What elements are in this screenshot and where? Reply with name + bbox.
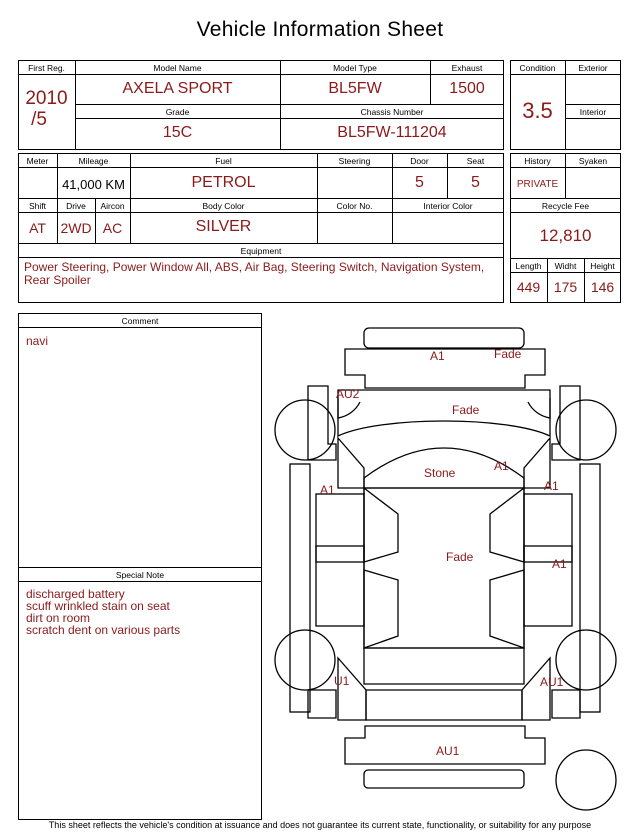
fuel-label: Fuel (215, 156, 232, 166)
rear-window-outline (364, 648, 524, 684)
damage-rear-bumper: AU1 (436, 744, 460, 758)
grade-value: 15C (162, 124, 193, 141)
model-name-value: AXELA SPORT (122, 80, 233, 97)
recycle-fee-value: 12,810 (539, 226, 592, 245)
width-label: Widht (554, 261, 577, 271)
length-label: Length (515, 261, 542, 271)
left-front-door-outline (316, 494, 364, 562)
body-color-label: Body Color (202, 201, 245, 211)
drive-value: 2WD (60, 220, 92, 236)
left-pillar-outline (338, 438, 364, 488)
model-type-label: Model Type (333, 63, 377, 73)
aircon-label: Aircon (100, 201, 125, 211)
left-side-rail (290, 464, 310, 712)
syaken-label: Syaken (578, 156, 608, 166)
first-reg-year: 2010 (25, 88, 68, 109)
height-label: Height (590, 261, 615, 271)
shift-value: AT (29, 220, 46, 236)
damage-right-front-fender: A1 (544, 479, 559, 493)
special-note-line: discharged battery (26, 587, 125, 601)
hood-outline (338, 390, 550, 436)
condition-value: 3.5 (522, 98, 553, 123)
front-plate-outline (364, 328, 524, 348)
chassis-number-value: BL5FW-111204 (337, 124, 447, 141)
rear-right-wheel (556, 630, 616, 690)
recycle-fee-label: Recycle Fee (541, 201, 590, 211)
damage-hood: Fade (452, 403, 480, 417)
history-value: PRIVATE (516, 179, 559, 190)
mileage-label: Mileage (78, 156, 109, 166)
first-reg-month: /5 (31, 109, 47, 130)
color-no-label: Color No. (336, 201, 373, 211)
spare-wheel (556, 750, 616, 810)
page-title: Vehicle Information Sheet (196, 18, 444, 41)
exterior-label: Exterior (578, 63, 608, 73)
meter-label: Meter (26, 156, 49, 166)
fuel-value: PETROL (191, 174, 256, 191)
height-value: 146 (590, 279, 615, 295)
mileage-value: 41,000 KM (62, 177, 125, 192)
trunk-outline (366, 690, 522, 720)
disclaimer-footer: This sheet reflects the vehicle's condition at issuance and does not guarantee its current state, functionality, or suitability for any purpose (48, 820, 592, 830)
special-note-label: Special Note (115, 570, 165, 580)
right-front-door-outline (524, 494, 572, 562)
drive-label: Drive (66, 201, 86, 211)
history-label: History (524, 156, 551, 166)
left-front-window (364, 488, 398, 562)
damage-front-bumper: A1 (430, 349, 445, 363)
right-rear-window (490, 570, 524, 648)
chassis-number-label: Chassis Number (360, 107, 424, 117)
door-label: Door (410, 156, 429, 166)
damage-right-rear: AU1 (540, 675, 564, 689)
shift-label: Shift (28, 201, 46, 211)
damage-body-center: Fade (446, 550, 474, 564)
car-damage-diagram (268, 318, 628, 823)
length-value: 449 (516, 279, 541, 295)
equipment-label: Equipment (240, 246, 282, 256)
rear-plate-outline (364, 770, 524, 788)
roof-outline (364, 488, 524, 648)
damage-front-bumper-fade: Fade (494, 347, 522, 361)
aircon-value: AC (102, 220, 123, 236)
left-rear-window (364, 570, 398, 648)
comment-label: Comment (121, 316, 159, 326)
headlight-right-outline (528, 398, 550, 418)
comment-line: navi (26, 334, 49, 348)
damage-right-door: A1 (552, 557, 567, 571)
damage-front-left-corner: AU2 (336, 387, 360, 401)
left-tail-outline (338, 658, 366, 720)
damage-left-front-fender: A1 (320, 483, 335, 497)
model-type-value: BL5FW (328, 80, 382, 97)
right-rear-quarter-outline (552, 690, 580, 718)
steering-label: Steering (338, 156, 371, 166)
model-name-label: Model Name (153, 63, 202, 73)
right-side-rail (580, 464, 600, 712)
width-value: 175 (553, 279, 578, 295)
left-front-corner-outline (308, 386, 336, 460)
left-rear-quarter-outline (308, 690, 336, 718)
left-rear-door-outline (316, 546, 364, 626)
headlight-left-outline (338, 398, 360, 418)
damage-windshield-right: A1 (494, 459, 509, 473)
special-note-line: dirt on room (26, 611, 91, 625)
special-note-line: scuff wrinkled stain on seat (26, 599, 170, 613)
front-left-wheel (275, 400, 335, 460)
interior-label: Interior (579, 107, 607, 117)
first-reg-label: First Reg. (28, 63, 65, 73)
grade-label: Grade (165, 107, 190, 117)
right-tail-outline (522, 658, 550, 720)
exhaust-label: Exhaust (451, 63, 483, 73)
special-note-line: scratch dent on various parts (26, 623, 181, 637)
condition-label: Condition (519, 63, 556, 73)
damage-roof: Stone (424, 466, 456, 480)
rear-left-wheel (275, 630, 335, 690)
exhaust-value: 1500 (449, 80, 485, 97)
door-value: 5 (415, 174, 424, 191)
body-color-value: SILVER (195, 218, 252, 235)
right-front-window (490, 488, 524, 562)
seat-label: Seat (466, 156, 485, 166)
seat-value: 5 (471, 174, 480, 191)
interior-color-label: Interior Color (423, 201, 473, 211)
equipment-value: Power Steering, Power Window All, ABS, Air Bag, Steering Switch, Navigation System, Rear Spoiler (24, 260, 485, 287)
front-right-wheel (556, 400, 616, 460)
damage-left-rear: U1 (334, 674, 350, 688)
